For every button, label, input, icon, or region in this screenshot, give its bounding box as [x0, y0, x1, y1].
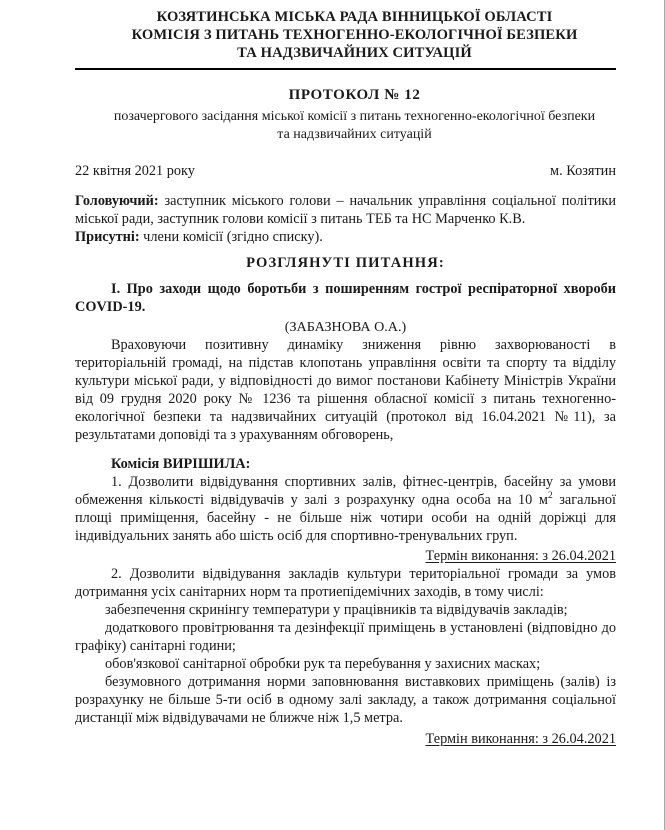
- section-heading-considered-issues: РОЗГЛЯНУТІ ПИТАННЯ:: [246, 254, 445, 271]
- header-line-2: КОМІСІЯ З ПИТАНЬ ТЕХНОГЕННО-ЕКОЛОГІЧНОЇ БЕЗПЕКИ: [131, 27, 578, 44]
- decision-2-subpoint-2: додаткового провітрювання та дезінфекції приміщень в установлені (відповідно до графіку) санітарні години;: [75, 620, 616, 655]
- decision-2-deadline: Термін виконання: з 26.04.2021: [425, 730, 616, 747]
- decision-1-number: 1.: [111, 473, 122, 490]
- decision-1-deadline: Термін виконання: з 26.04.2021: [425, 547, 616, 564]
- chairperson-paragraph: [75, 192, 634, 228]
- protocol-title: ПРОТОКОЛ № 12: [288, 87, 421, 104]
- agenda-speaker: (ЗАБАЗНОВА О.А.): [284, 319, 407, 336]
- decision-2-subpoint-4: безумовного дотримання норми заповнювання виставкових приміщень (залів) із розрахунку не більше 5-ти осіб в одному залі закладу, а також дотримання соціальної дистанції між відвідувачами не ближче ніж 1,5 метра.: [75, 674, 616, 727]
- chairperson-label: Головуючий:: [75, 192, 159, 209]
- header-line-3: ТА НАДЗВИЧАЙНИХ СИТУАЦІЙ: [237, 45, 472, 62]
- protocol-subtitle: [75, 108, 634, 144]
- attendees-label: Присутні:: [75, 228, 140, 245]
- commission-resolved-label: Комісія ВИРІШИЛА:: [111, 455, 251, 472]
- decision-1: [75, 473, 634, 545]
- decision-2: [75, 565, 634, 601]
- chairperson-value: заступник міського голови – начальник управління соціальної політики міської ради, заступник голови комісії з питань ТЕБ та НС Марченко К.В.: [75, 192, 616, 227]
- document-place: м. Козятин: [550, 162, 616, 179]
- decision-1-text-a: Дозволити відвідування спортивних залів, фітнес-центрів, басейну за умови обмеження кількості відвідувачів у залі з розрахунку одна особа на 10 м: [75, 473, 616, 508]
- protocol-subtitle-line-1: позачергового засідання міської комісії з питань техногенно-екологічної безпеки: [113, 109, 596, 125]
- decision-2-subpoint-1: забезпечення скринінгу температури у працівників та відвідувачів закладів;: [105, 601, 568, 618]
- header-divider: [75, 68, 616, 70]
- attendees-value: члени комісії (згідно списку).: [139, 228, 323, 245]
- date-place-bar: [75, 163, 616, 180]
- agenda-preamble: Враховуючи позитивну динаміку зниження рівню захворюваності в територіальній громаді, на підстав клопотань управління освіти та спорту та відділу культури міської ради, у відповідності до вимог постанови Кабінету Міністрів України від 09 грудня 2020 року № 1236 та рішення обласної комісії з питань техногенно-екологічної безпеки та надзвичайних ситуацій (протокол від 16.04.2021 №11), за результатами доповіді та з урахуванням обговорень,: [75, 337, 616, 444]
- header-line-1: КОЗЯТИНСЬКА МІСЬКА РАДА ВІННИЦЬКОЇ ОБЛАСТІ: [156, 9, 553, 25]
- decision-2-subpoint-3: обов'язкової санітарної обробки рук та перебування у захисних масках;: [105, 656, 541, 673]
- document-date: 22 квітня 2021 року: [75, 162, 195, 179]
- attendees-paragraph: [75, 228, 634, 246]
- decision-2-number: 2.: [111, 565, 122, 582]
- decision-1-superscript: 2: [547, 490, 553, 501]
- decision-2-text: Дозволити відвідування закладів культури територіальної громади за умов дотримання усіх санітарних норм та протиепідемічних заходів, в тому числі:: [75, 565, 616, 600]
- protocol-subtitle-line-2: та надзвичайних ситуацій: [277, 127, 432, 143]
- organization-header: [75, 8, 634, 62]
- agenda-item-1: I. Про заходи щодо боротьби з поширенням гострої респіраторної хвороби COVID-19.: [75, 280, 616, 315]
- decision-1-text-b: загальної площі приміщення, басейну - не більше ніж чотири особи на одній доріжці для індивідуальних занять або шість осіб для спортивно-тренувальних груп.: [75, 491, 616, 544]
